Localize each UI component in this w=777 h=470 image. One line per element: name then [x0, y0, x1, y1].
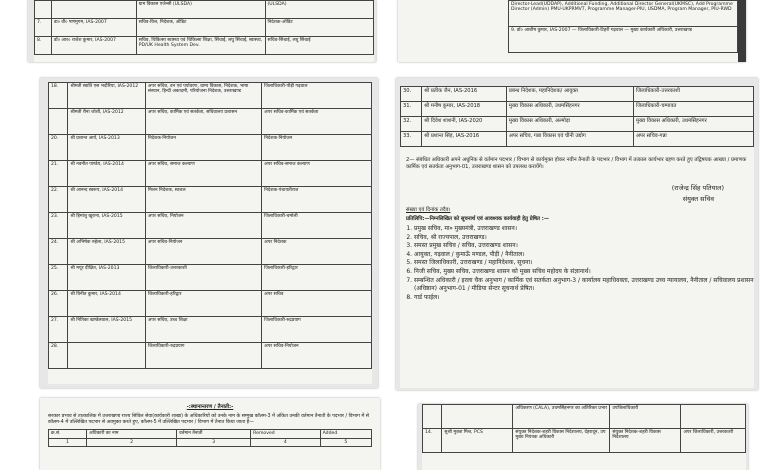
- table-cell: जिलाधिकारी-चमोली: [262, 213, 372, 239]
- table-cell: श्री प्रतीक जैन, IAS-2016: [422, 87, 507, 102]
- table-cell: निदेशक-पंचायतीराज: [262, 187, 372, 213]
- table-cell: श्री नवनीत पाण्डेय, IAS-2014: [68, 161, 146, 187]
- table-row: [35, 37, 374, 55]
- postings-table: [508, 0, 738, 53]
- copy-intro: प्रतिलिपि:—निम्नलिखित को सूचनार्थ एवं आवश्यक कार्यवाही हेतु प्रेषित :—: [406, 216, 550, 222]
- table-cell: निदेशक-नियोजन: [145, 135, 261, 161]
- table-cell: 1: [49, 438, 87, 446]
- table-cell: अपर सचिव-नियोजन: [262, 343, 372, 369]
- table-cell: श्री मनीष कुमार, IAS-2018: [422, 102, 507, 117]
- table-cell: अपर सचिव-समाज कल्याण: [262, 161, 372, 187]
- list-item: 4. आयुक्त, गढ़वाल / कुमाऊँ मण्डल, पौड़ी / नैनीताल।: [414, 251, 754, 260]
- table-cell: जिलाधिकारी-उत्तरकाशी: [145, 265, 261, 291]
- table-cell: उपजिलाधिकारी: [610, 405, 681, 429]
- table-row: [49, 109, 372, 135]
- transfer-paragraph: सरकार प्रभाव से तात्कालिक में उत्तराखण्ड राज्य सिविल सेवा(कार्यकारी शाखा) के अधिकारियों को उनके नाम के सम्मुख कॉलम-3 में अंकित उनकी वर्तमान तैनाती के पदभार / विभाग में से कॉलम-4 में उल्लिखित पदभार से अवमुक्त करते हुए, कॉलम-5 में उल्लिखित पदभार / विभाग में तैनात किया जाता है—: [48, 414, 370, 426]
- table-cell: [49, 109, 68, 135]
- table-row: [49, 291, 372, 317]
- table-cell: सुश्री मुक्ता मिश्र, PCS: [442, 429, 513, 453]
- table-cell: [681, 405, 746, 429]
- table-row: [49, 161, 372, 187]
- signature-name: (राजेन्द्र सिंह पतियाल): [671, 184, 724, 192]
- table-cell: जिलाधिकारी-रुद्रप्रयाग: [262, 317, 372, 343]
- table-cell: सचिव-वित्त, निदेशक, ऑडिट: [136, 19, 265, 37]
- table-cell: अपर सचिव-गन्ना: [633, 132, 753, 147]
- table-cell: अपर जिलाधिकारी, उत्तरकाशी: [681, 429, 746, 453]
- table-row: [49, 265, 372, 291]
- table-cell: श्रीमती स्वाति एस भदौरिया, IAS-2012: [68, 83, 146, 109]
- table-cell: डा० वी० षणमुगम, IAS-2007: [51, 19, 136, 37]
- table-cell: मुख्य विकास अधिकारी, उधमसिंहनगर: [633, 117, 753, 132]
- table-cell: [68, 343, 146, 369]
- table-cell: डॉ० आर० राजेश कुमार, IAS-2007: [51, 37, 136, 55]
- table-cell: Director-Lead(UDDAP), Additional Funding, Additional Director General(UKMSC), Add Programme Director (Admin) PMU-UKPRMVT, Programme Manager-PIU, USDMA, Program Manager, PIU-RWD: [509, 1, 738, 27]
- table-cell: अपर सचिव, गन्ना विकास एवं चीनी उद्योग: [506, 132, 633, 147]
- postings-table: [400, 86, 754, 147]
- table-row: [423, 429, 746, 453]
- table-row: [49, 343, 372, 369]
- table-cell: 27.: [49, 317, 68, 343]
- table-cell: मुख्य विकास अधिकारी, उधमसिंहनगर: [506, 102, 633, 117]
- table-row: [35, 19, 374, 37]
- table-cell: जिलाधिकारी-चम्पावत: [633, 102, 753, 117]
- table-cell: 22.: [49, 187, 68, 213]
- table-row: [423, 405, 746, 429]
- list-item: 7. सम्बन्धित अधिकारी / इरला चैक अनुभाग / कार्मिक एवं सतर्कता अनुभाग-3 / कार्यालय महाधिवक्ता, उत्तराखण्ड उच्च न्यायालय, नैनीताल / सचिवालय प्रशासन (अधिष्ठान) अनुभाग-01 / मीडिया सेन्टर सूचनार्थ प्रेषित।: [414, 277, 754, 294]
- table-cell: Removed: [251, 430, 320, 438]
- table-cell: ग्राम विकास एजेन्सी (ULSDA): [136, 1, 265, 19]
- list-item: 8. गार्ड फाईल।: [414, 294, 754, 303]
- table-cell: अपर सचिव-नियोजन: [145, 239, 261, 265]
- table-cell: 18.: [49, 83, 68, 109]
- table-cell: श्री हिमांशु खुराना, IAS-2015: [68, 213, 146, 239]
- transfer-table-header: [48, 429, 372, 447]
- document-photo-top-right: [398, 0, 746, 62]
- table-row: [49, 438, 372, 446]
- copy-heading: संख्या एवं दिनांक तदैव।: [406, 207, 451, 213]
- table-cell: संयुक्त निदेशक-शहरी विकास निदेशालय: [610, 429, 681, 453]
- relieving-paragraph: 2— संबंधित अधिकारी अपने अधुनिक से वर्तमान पदभार / विभाग से कार्यमुक्त होकर नवीन तैनाती के पदभार / विभाग में तत्काल कार्यभार ग्रहण करते हुए तद्विषयक आख्या / प्रमाणक कार्मिक एवं सतर्कता अनुभाग-01, उत्तराखण्ड शासन को उपलब्ध करायेंगे।: [406, 157, 747, 170]
- photo-edge-shadow: [738, 0, 746, 62]
- table-cell: मुख्य विकास अधिकारी, अल्मोड़ा: [506, 117, 633, 132]
- table-cell: जिलाधिकारी-हरिद्वार: [145, 291, 261, 317]
- table-cell: अधिकरण (CALA), उधमसिंहनगर का अतिरिक्त प्रभार: [513, 405, 610, 429]
- table-cell: 3: [177, 438, 251, 446]
- document-photo-bottom-right: [418, 404, 748, 470]
- table-cell: 26.: [49, 291, 68, 317]
- list-item: 6. निजी सचिव, मुख्य सचिव, उत्तराखण्ड शासन को मुख्य सचिव महोदय के संज्ञानार्थ।: [414, 268, 754, 277]
- table-cell: श्री प्रशान्त आर्य, IAS-2013: [68, 135, 146, 161]
- table-cell: (ULSDA): [265, 1, 374, 19]
- table-cell: [423, 405, 442, 429]
- table-cell: 8.: [35, 37, 52, 55]
- table-cell: 28.: [49, 343, 68, 369]
- table-cell: 23.: [49, 213, 68, 239]
- table-cell: अपर सचिव, उच्च शिक्षा: [145, 317, 261, 343]
- table-cell: 30.: [401, 87, 422, 102]
- table-cell: श्रीमती रीना जोशी, IAS-2012: [68, 109, 146, 135]
- table-cell: निदेशक-नियोजन: [262, 135, 372, 161]
- table-cell: वर्तमान तैनाती: [177, 430, 251, 438]
- table-cell: जिलाधिकारी-रुद्रप्रयाग: [145, 343, 261, 369]
- table-row: [509, 1, 738, 27]
- list-item: 2. सचिव, श्री राज्यपाल, उत्तराखण्ड।: [414, 234, 754, 243]
- table-cell: श्री विनीत कुमार, IAS-2014: [68, 291, 146, 317]
- table-cell: जिलाधिकारी-पौड़ी गढ़वाल: [262, 83, 372, 109]
- table-cell: 14.: [423, 429, 442, 453]
- list-item: 1. प्रमुख सचिव, मा० मुख्यमंत्री, उत्तराखण्ड शासन।: [414, 225, 754, 234]
- table-cell: 21.: [49, 161, 68, 187]
- table-row: [35, 1, 374, 19]
- table-cell: अपर सचिव, समाज कल्याण: [145, 161, 261, 187]
- table-cell: 31.: [401, 102, 422, 117]
- table-cell: श्री मयूर दीक्षित, IAS-2013: [68, 265, 146, 291]
- table-cell: 32.: [401, 117, 422, 132]
- table-row: [49, 213, 372, 239]
- table-cell: अपर सचिव, वन एवं पर्यावरण, ग्राम्य विकास, निदेशक, भाषा संस्थान, हिन्दी अकादमी, परियोजना निदेशक, उत्तराखण्ड: [145, 83, 261, 109]
- document-photo-middle-right: [396, 78, 758, 390]
- table-cell: 4: [251, 438, 320, 446]
- table-cell: क्र.सं.: [49, 430, 87, 438]
- table-cell: प्रबन्ध निदेशक, महानिदेशक/ आयुक्त: [506, 87, 633, 102]
- table-cell: अपर सचिव, नियोजन: [145, 213, 261, 239]
- table-row: [401, 117, 754, 132]
- table-cell: जिलाधिकारी-उत्तरकाशी: [633, 87, 753, 102]
- list-item: 3. समस्त प्रमुख सचिव / सचिव, उत्तराखण्ड शासन।: [414, 242, 754, 251]
- document-photo-top-left: [28, 0, 376, 62]
- table-cell: अपर सचिव: [262, 291, 372, 317]
- table-row: [401, 132, 754, 147]
- table-cell: 24.: [49, 239, 68, 265]
- postings-table: [34, 0, 374, 55]
- table-row: [49, 83, 372, 109]
- table-row: [49, 430, 372, 438]
- table-cell: निदेशक-ऑडिट: [265, 19, 374, 37]
- table-cell: [442, 405, 513, 429]
- list-item: 5. समस्त जिलाधिकारी, उत्तराखण्ड / महानिदेशक, सूचना।: [414, 259, 754, 268]
- table-cell: सचिव, चिकित्सा स्वास्थ्य एवं चिकित्सा शिक्षा, सिंचाई, लघु सिंचाई, स्वास्थ्य, PD/UK Health System Dev.: [136, 37, 265, 55]
- table-cell: 2: [87, 438, 177, 446]
- table-cell: 5: [320, 438, 371, 446]
- table-cell: श्री आनन्द स्वरूप, IAS-2014: [68, 187, 146, 213]
- signature-title: संयुक्त सचिव: [682, 195, 714, 203]
- table-cell: श्री दिवेश शाशनी, IAS-2020: [422, 117, 507, 132]
- table-cell: अपर सचिव-कार्मिक एवं सतर्कता: [262, 109, 372, 135]
- copy-recipient-list: [400, 225, 754, 302]
- postings-table: [48, 82, 372, 369]
- table-cell: 20.: [49, 135, 68, 161]
- table-cell: Added: [320, 430, 371, 438]
- table-row: [401, 102, 754, 117]
- table-cell: जिलाधिकारी-हरिद्वार: [262, 265, 372, 291]
- table-cell: अधिकारी का नाम: [87, 430, 177, 438]
- table-row: [49, 187, 372, 213]
- table-cell: 7.: [35, 19, 52, 37]
- table-cell: 9. डॉ० आशीष कुमार, IAS-2007 — जिलाधिकारी-टिहरी गढ़वाल — मुख्य कार्यकारी अधिकारी, उत्तराखण्ड: [509, 27, 738, 53]
- table-cell: अपर सचिव, कार्मिक एवं सतर्कता, सचिवालय प्रशासन: [145, 109, 261, 135]
- table-row: [401, 87, 754, 102]
- document-photo-bottom-left: [40, 398, 380, 470]
- table-cell: 25.: [49, 265, 68, 291]
- table-cell: संयुक्त निदेशक-शहरी विकास निदेशालय, देहरादून, उप मुख्य नियंत्रक अधिकारी: [513, 429, 610, 453]
- table-cell: श्री अभिषेक रुहेला, IAS-2015: [68, 239, 146, 265]
- table-cell: श्री नितिका खण्डेलवाल, IAS-2015: [68, 317, 146, 343]
- table-row: [49, 135, 372, 161]
- table-row: [49, 239, 372, 265]
- table-cell: [51, 1, 136, 19]
- document-photo-middle-left: [40, 78, 378, 388]
- table-cell: मिशन निदेशक, स्वजल: [145, 187, 261, 213]
- transfer-heading: -:स्थानान्तरण / तैनाती:-: [186, 404, 234, 410]
- table-row: [49, 317, 372, 343]
- postings-table: [422, 404, 746, 453]
- table-row: [509, 27, 738, 53]
- table-cell: 33.: [401, 132, 422, 147]
- table-cell: सचिव-सिंचाई, लघु सिंचाई: [265, 37, 374, 55]
- table-cell: [35, 1, 52, 19]
- table-cell: श्री प्रशान्त सिंह, IAS-2016: [422, 132, 507, 147]
- table-cell: अपर निदेशक: [262, 239, 372, 265]
